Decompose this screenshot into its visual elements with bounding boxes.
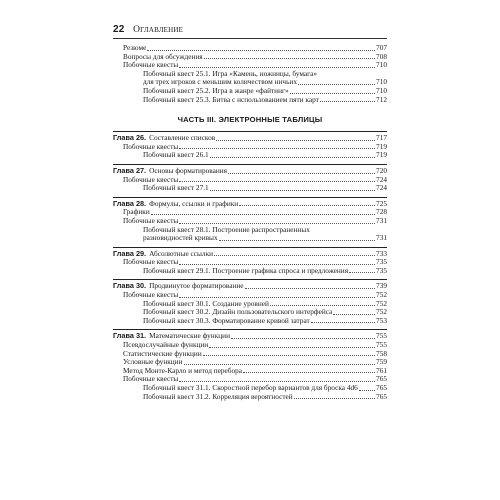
chapter-block	[113, 197, 387, 243]
toc-page-number: 753	[376, 315, 387, 325]
toc-entry	[113, 208, 387, 217]
toc-entry	[113, 143, 387, 152]
toc-entry	[113, 358, 387, 367]
toc-entry-text: Статистические функции	[123, 349, 202, 358]
toc-entry-text: Побочные квесты	[123, 216, 179, 225]
toc-entry-text-cont: для трех игроков с меньшим количеством ничьих	[143, 78, 297, 87]
part-title: ЧАСТЬ III. ЭЛЕКТРОННЫЕ ТАБЛИЦЫ	[177, 115, 323, 125]
leader-dots	[298, 84, 375, 85]
chapter-heading	[113, 167, 387, 176]
toc-page-number: 735	[376, 265, 387, 275]
leader-dots	[349, 272, 375, 273]
chapter-title: Составление списков	[149, 134, 216, 143]
toc-entry	[113, 176, 387, 185]
leader-dots	[243, 372, 375, 373]
leader-dots	[179, 264, 375, 265]
toc-content	[113, 44, 387, 401]
toc-page-number: 739	[376, 281, 387, 291]
chapter-title: Формулы, ссылки и графики	[149, 199, 239, 208]
chapter-title-wrap	[113, 200, 238, 209]
toc-page-number: 731	[376, 215, 387, 225]
leader-dots	[320, 101, 375, 102]
toc-page-number: 708	[376, 51, 387, 61]
toc-entry-continuation	[143, 234, 387, 243]
chapter-title-wrap	[113, 250, 213, 259]
toc-page-number: 724	[376, 174, 387, 184]
toc-entry-text-cont: разновидностей кривых	[143, 234, 218, 243]
toc-entry	[113, 53, 387, 62]
toc-page-number: 752	[376, 290, 387, 300]
leader-dots	[359, 390, 375, 391]
toc-page-number: 719	[376, 141, 387, 151]
leader-dots	[214, 255, 375, 256]
leader-dots	[333, 314, 375, 315]
toc-entry	[113, 226, 387, 243]
toc-entry-text: Побочные квесты	[123, 61, 179, 70]
toc-page-number: 765	[376, 374, 387, 384]
toc-entry-text: Побочные квесты	[123, 375, 179, 384]
toc-entry	[113, 96, 387, 105]
toc-entry-text: Побочный квест 30.2. Дизайн пользовательского интерфейса	[143, 308, 333, 317]
toc-entry-text: Побочный квест 31.2. Корреляция вероятностей	[143, 392, 293, 401]
leader-dots	[203, 355, 375, 356]
leader-dots	[228, 173, 375, 174]
toc-entry-text: Графики	[123, 208, 150, 217]
toc-intro-section	[113, 44, 387, 104]
leader-dots	[210, 157, 375, 158]
leader-dots	[270, 305, 375, 306]
chapter-title: Основы форматирования	[149, 166, 228, 175]
toc-entry	[113, 258, 387, 267]
leader-dots	[231, 338, 375, 339]
chapter-block	[113, 131, 387, 160]
chapter-label: Глава 27.	[113, 166, 147, 175]
chapter-block	[113, 164, 387, 193]
chapter-heading	[113, 332, 387, 341]
chapter-label: Глава 26.	[113, 134, 147, 143]
toc-entry-text: Побочные квесты	[123, 258, 179, 267]
leader-dots	[219, 240, 375, 241]
toc-entry	[113, 384, 387, 393]
toc-page-number: 759	[376, 357, 387, 367]
chapter-block	[113, 247, 387, 276]
chapter-label: Глава 28.	[113, 199, 147, 208]
toc-entry	[113, 217, 387, 226]
leader-dots	[179, 67, 375, 68]
toc-entry	[113, 341, 387, 350]
chapter-label: Глава 31.	[113, 332, 147, 341]
toc-page-number: 724	[376, 183, 387, 193]
toc-entry	[113, 61, 387, 70]
toc-entry-text: Побочные квесты	[123, 175, 179, 184]
toc-page-number: 728	[376, 207, 387, 217]
leader-dots	[179, 381, 375, 382]
toc-entry	[113, 44, 387, 53]
chapter-label: Глава 29.	[113, 249, 147, 258]
toc-entry-text: Побочный квест 25.3. Битва с использованием пяти карт	[143, 95, 319, 104]
chapter-title: Продвинутое форматирование	[149, 282, 244, 291]
leader-dots	[151, 214, 375, 215]
leader-dots	[216, 140, 375, 141]
toc-page-number: 725	[376, 198, 387, 208]
chapter-heading	[113, 250, 387, 259]
toc-entry-text: Вопросы для обсуждения	[123, 52, 203, 61]
toc-entry	[113, 317, 387, 326]
header-rule	[113, 38, 387, 39]
toc-page-number: 735	[376, 257, 387, 267]
running-title: Оглавление	[133, 25, 184, 35]
toc-entry	[113, 367, 387, 376]
toc-page-number: 758	[376, 348, 387, 358]
leader-dots	[179, 181, 375, 182]
toc-entry	[113, 375, 387, 384]
toc-entry-text: Условные функции	[123, 358, 183, 367]
toc-page-number: 712	[376, 94, 387, 104]
toc-page-number: 710	[376, 77, 387, 87]
toc-page-number: 710	[376, 60, 387, 70]
toc-page-number: 755	[376, 331, 387, 341]
toc-entry-text: Побочный квест 29.1. Построение графика спроса и предложения	[143, 266, 349, 275]
toc-page-number: 731	[376, 233, 387, 243]
leader-dots	[179, 148, 375, 149]
toc-entry	[113, 291, 387, 300]
chapter-title-wrap	[113, 332, 230, 341]
chapter-block	[113, 329, 387, 401]
leader-dots	[209, 347, 375, 348]
toc-entry-text: Побочный квест 28.1. Построение распространенных	[143, 225, 310, 234]
leader-dots	[184, 364, 376, 365]
toc-page-number: 761	[376, 365, 387, 375]
chapter-block	[113, 279, 387, 325]
leader-dots	[245, 288, 376, 289]
page-number: 22	[113, 24, 125, 35]
toc-entry	[113, 308, 387, 317]
leader-dots	[179, 223, 375, 224]
toc-entry-text: Побочные квесты	[123, 291, 179, 300]
toc-entry	[113, 70, 387, 87]
leader-dots	[311, 322, 375, 323]
toc-entry-text: Побочные квесты	[123, 142, 179, 151]
chapter-label: Глава 30.	[113, 282, 147, 291]
toc-page-number: 755	[376, 340, 387, 350]
toc-page-number: 707	[376, 43, 387, 52]
chapter-heading	[113, 200, 387, 209]
leader-dots	[210, 190, 375, 191]
toc-entry	[113, 87, 387, 96]
toc-entry-text: Побочный квест 27.1	[143, 184, 209, 193]
toc-entry-text: Псевдослучайные функции	[123, 341, 209, 350]
toc-entry	[113, 350, 387, 359]
toc-entry	[113, 393, 387, 402]
leader-dots	[179, 297, 375, 298]
toc-entry-continuation	[143, 78, 387, 87]
leader-dots	[239, 205, 375, 206]
toc-entry	[113, 151, 387, 160]
toc-page-number: 752	[376, 298, 387, 308]
toc-entry-text: Побочный квест 30.3. Форматирование кривой затрат	[143, 316, 310, 325]
chapter-title: Математические функции	[149, 332, 230, 341]
toc-page-number: 752	[376, 307, 387, 317]
leader-dots	[294, 398, 375, 399]
leader-dots	[204, 58, 375, 59]
toc-page-number: 765	[376, 383, 387, 392]
toc-page-number: 710	[376, 85, 387, 95]
toc-page-number: 733	[376, 248, 387, 258]
toc-entry	[113, 184, 387, 193]
toc-entry	[113, 267, 387, 276]
toc-page-number: 719	[376, 150, 387, 160]
toc-entry-text: Побочный квест 26.1	[143, 151, 209, 160]
running-head	[113, 24, 388, 38]
toc-entry-text: Побочный квест 25.1. Игра «Камень, ножницы, бумага»	[143, 69, 318, 78]
chapter-title: Абсолютные ссылки	[149, 249, 214, 258]
chapter-title-wrap	[113, 282, 244, 291]
toc-entry-text: Побочный квест 25.2. Игра в жанре «файтинг»	[143, 86, 289, 95]
toc-chapters	[113, 131, 387, 401]
toc-entry-text: Побочный квест 30.1. Создание уровней	[143, 299, 269, 308]
toc-entry-text: Резюме	[123, 44, 147, 52]
toc-entry-text: Метод Монте-Карло и метод перебора	[123, 366, 243, 375]
toc-page-number: 720	[376, 165, 387, 175]
leader-dots	[147, 50, 375, 51]
toc-page-number: 765	[376, 391, 387, 401]
chapter-heading	[113, 282, 387, 291]
leader-dots	[290, 93, 375, 94]
toc-entry-text: Побочный квест 31.1. Скоростной перебор вариантов для броска 4d6	[143, 384, 358, 392]
chapter-heading	[113, 134, 387, 143]
toc-entry	[113, 300, 387, 309]
chapter-title-wrap	[113, 134, 215, 143]
toc-page-number: 717	[376, 133, 387, 143]
chapter-title-wrap	[113, 167, 227, 176]
